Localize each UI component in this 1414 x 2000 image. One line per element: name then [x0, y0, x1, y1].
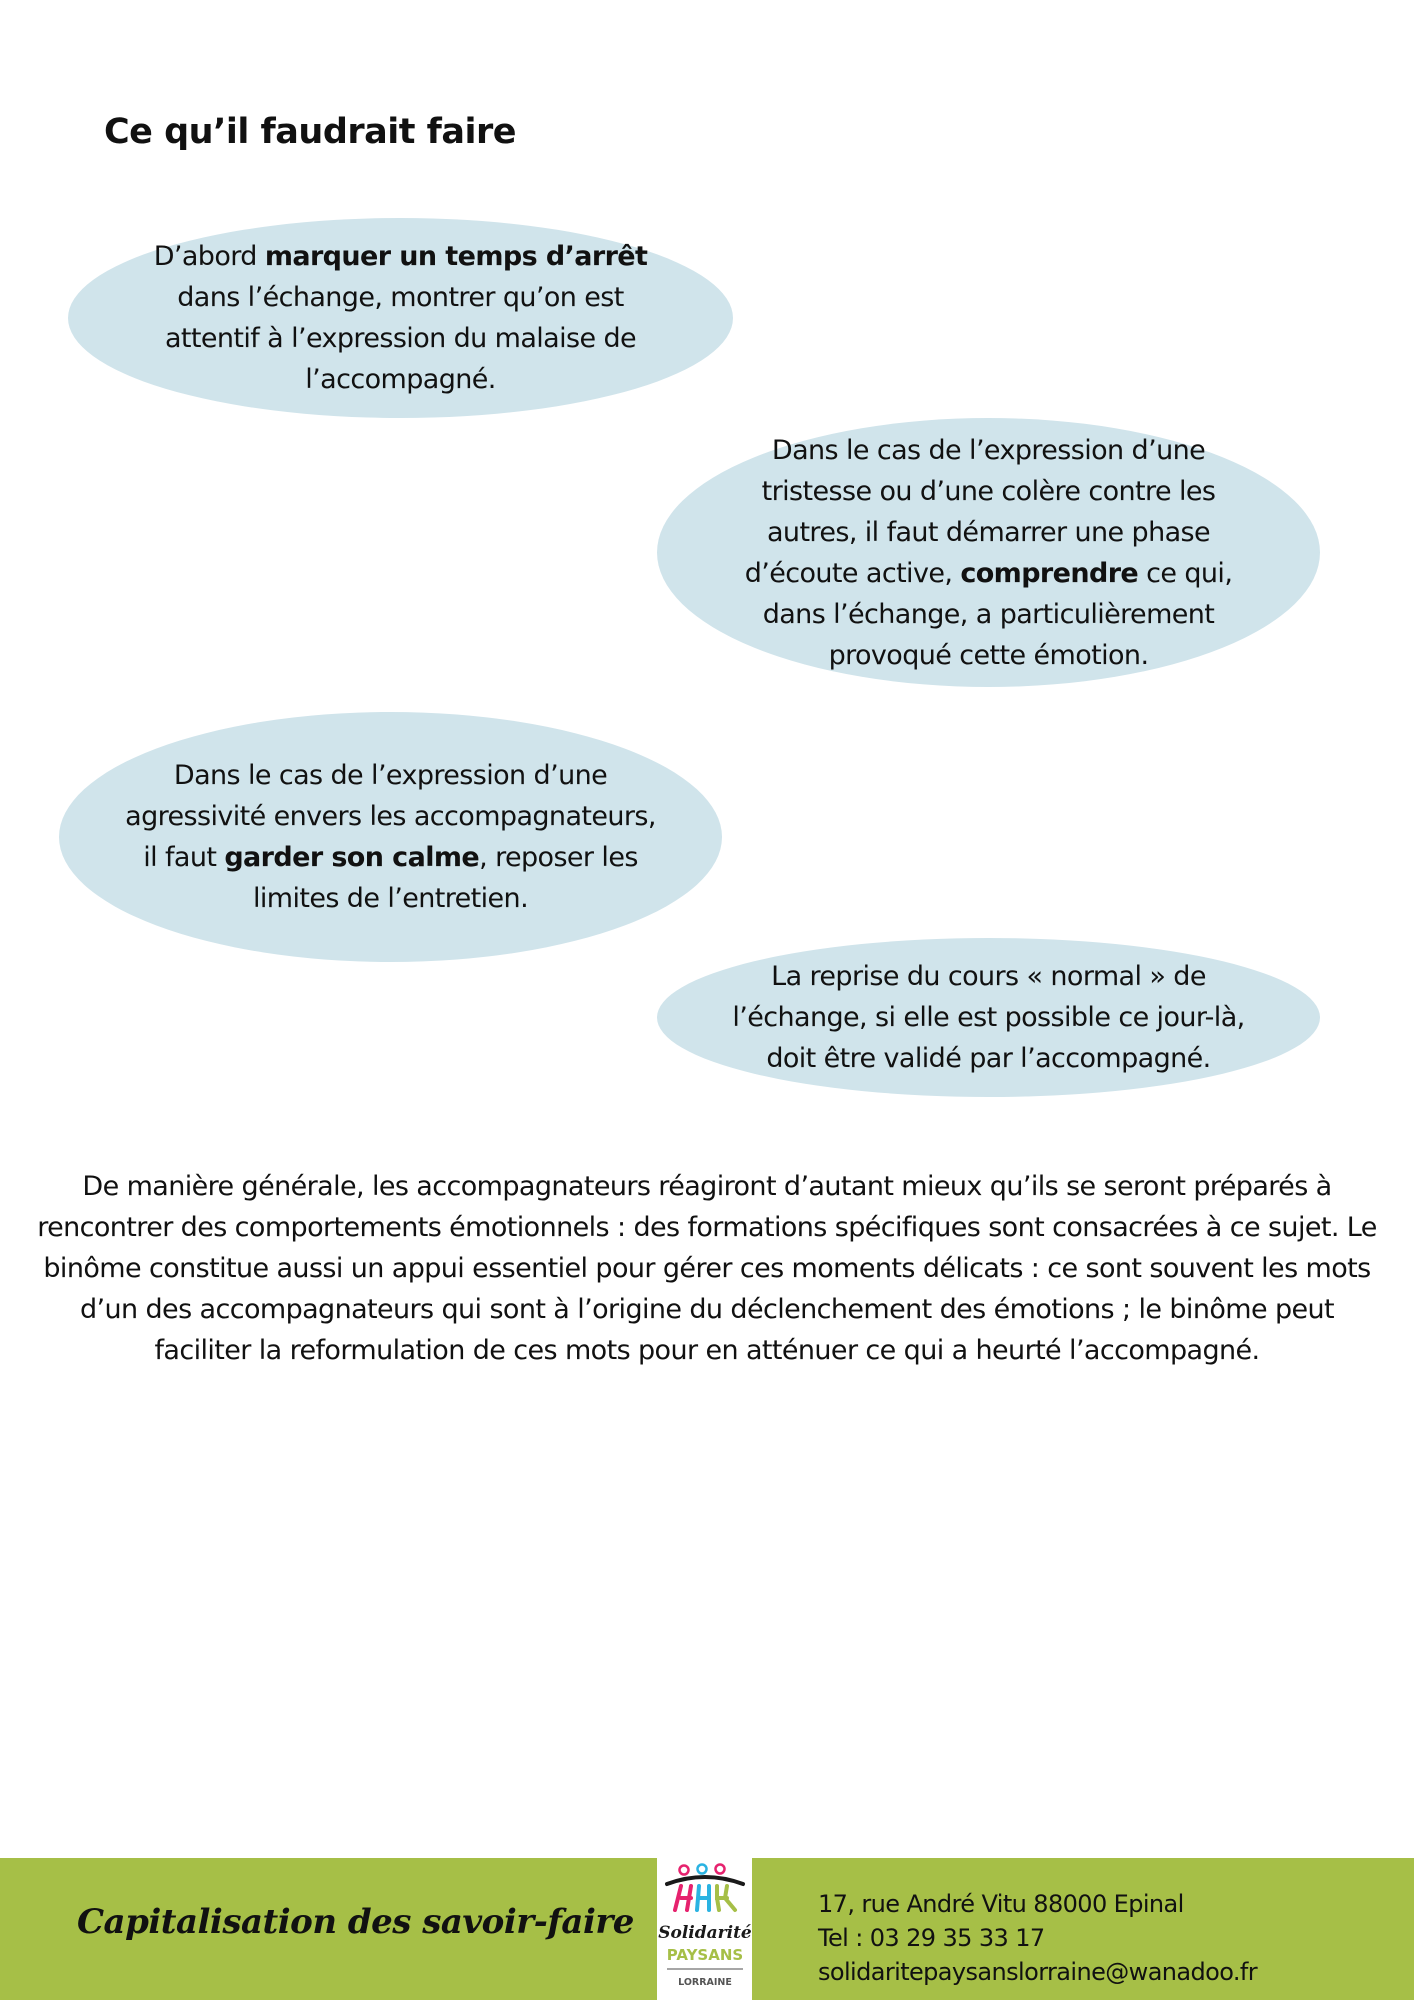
bubble-text-segment: , reposer les limites de l’entretien.	[252, 842, 638, 914]
logo-head-pink	[680, 1866, 689, 1875]
logo-text-lorraine: LORRAINE	[678, 1977, 732, 1988]
bubble-text-segment: Dans le cas de l’expression d’une tristesse ou d’une colère contre les autres, il faut démarrer une phase d’écoute active,	[744, 434, 1216, 589]
bubble-text	[713, 956, 1264, 1079]
bubble-text-segment: D’abord	[153, 241, 265, 272]
contact-phone: Tel : 03 29 35 33 17	[818, 1924, 1045, 1952]
logo-text-paysans: PAYSANS	[666, 1946, 744, 1964]
bubble-text-segment: ce qui, dans l’échange, a particulièrement provoqué cette émotion.	[762, 557, 1233, 671]
bubble-text-segment: La reprise du cours « normal » de l’échange, si elle est possible ce jour-là, doit être validé par l’accompagné.	[732, 961, 1245, 1074]
advice-bubble-resume	[657, 938, 1320, 1097]
summary-paragraph: De manière générale, les accompagnateurs réagiront d’autant mieux qu’ils se seront préparés à rencontrer des comportements émotionnels : des formations spécifiques sont consacrées à ce sujet. Le binôme constitue aussi un appui essentiel pour gérer ces moments délicats : ce sont souvent les mots d’un des accompagnateurs qui sont à l’origine du déclenchement des émotions ; le binôme peut faciliter la reformulation de ces mots pour en atténuer ce qui a heurté l’accompagné.	[37, 1171, 1377, 1366]
logo-head-blue	[698, 1865, 707, 1874]
contact-address: 17, rue André Vitu 88000 Epinal	[818, 1890, 1184, 1918]
bubble-text	[719, 430, 1258, 676]
advice-bubble-stay-calm	[59, 712, 722, 962]
page-title: Ce qu’il faudrait faire	[104, 112, 517, 152]
bubble-text-segment: Dans le cas de l’expression d’une agressivité envers les accompagnateurs, il faut	[125, 760, 656, 873]
footer	[0, 1858, 1414, 2000]
logo-figure-blue	[697, 1886, 709, 1910]
bubble-text	[121, 755, 660, 919]
logo-image	[657, 1858, 752, 2000]
logo-text-solidarite: Solidarité	[658, 1923, 752, 1943]
bubble-text-segment: dans l’échange, montrer qu’on est attentif à l’expression du malaise de l’accompagné.	[164, 282, 637, 395]
contact-email[interactable]: solidaritepaysanslorraine@wanadoo.fr	[818, 1958, 1258, 1986]
logo-figure-green	[717, 1886, 735, 1910]
bubble-text-emphasis: garder son calme	[224, 842, 480, 873]
logo-figure-pink	[675, 1886, 691, 1910]
bubble-text-emphasis: comprendre	[960, 557, 1139, 589]
advice-bubble-active-listening	[657, 418, 1320, 687]
contact-info	[818, 1887, 1257, 1989]
advice-bubble-pause	[68, 218, 733, 418]
bubble-text-emphasis: marquer un temps d’arrêt	[264, 241, 648, 272]
solidarite-paysans-logo	[657, 1858, 752, 2000]
bubble-text	[128, 236, 673, 400]
footer-tagline: Capitalisation des savoir-faire	[77, 1902, 634, 1942]
logo-head-pink-2	[716, 1865, 725, 1874]
logo-arc	[667, 1877, 743, 1884]
